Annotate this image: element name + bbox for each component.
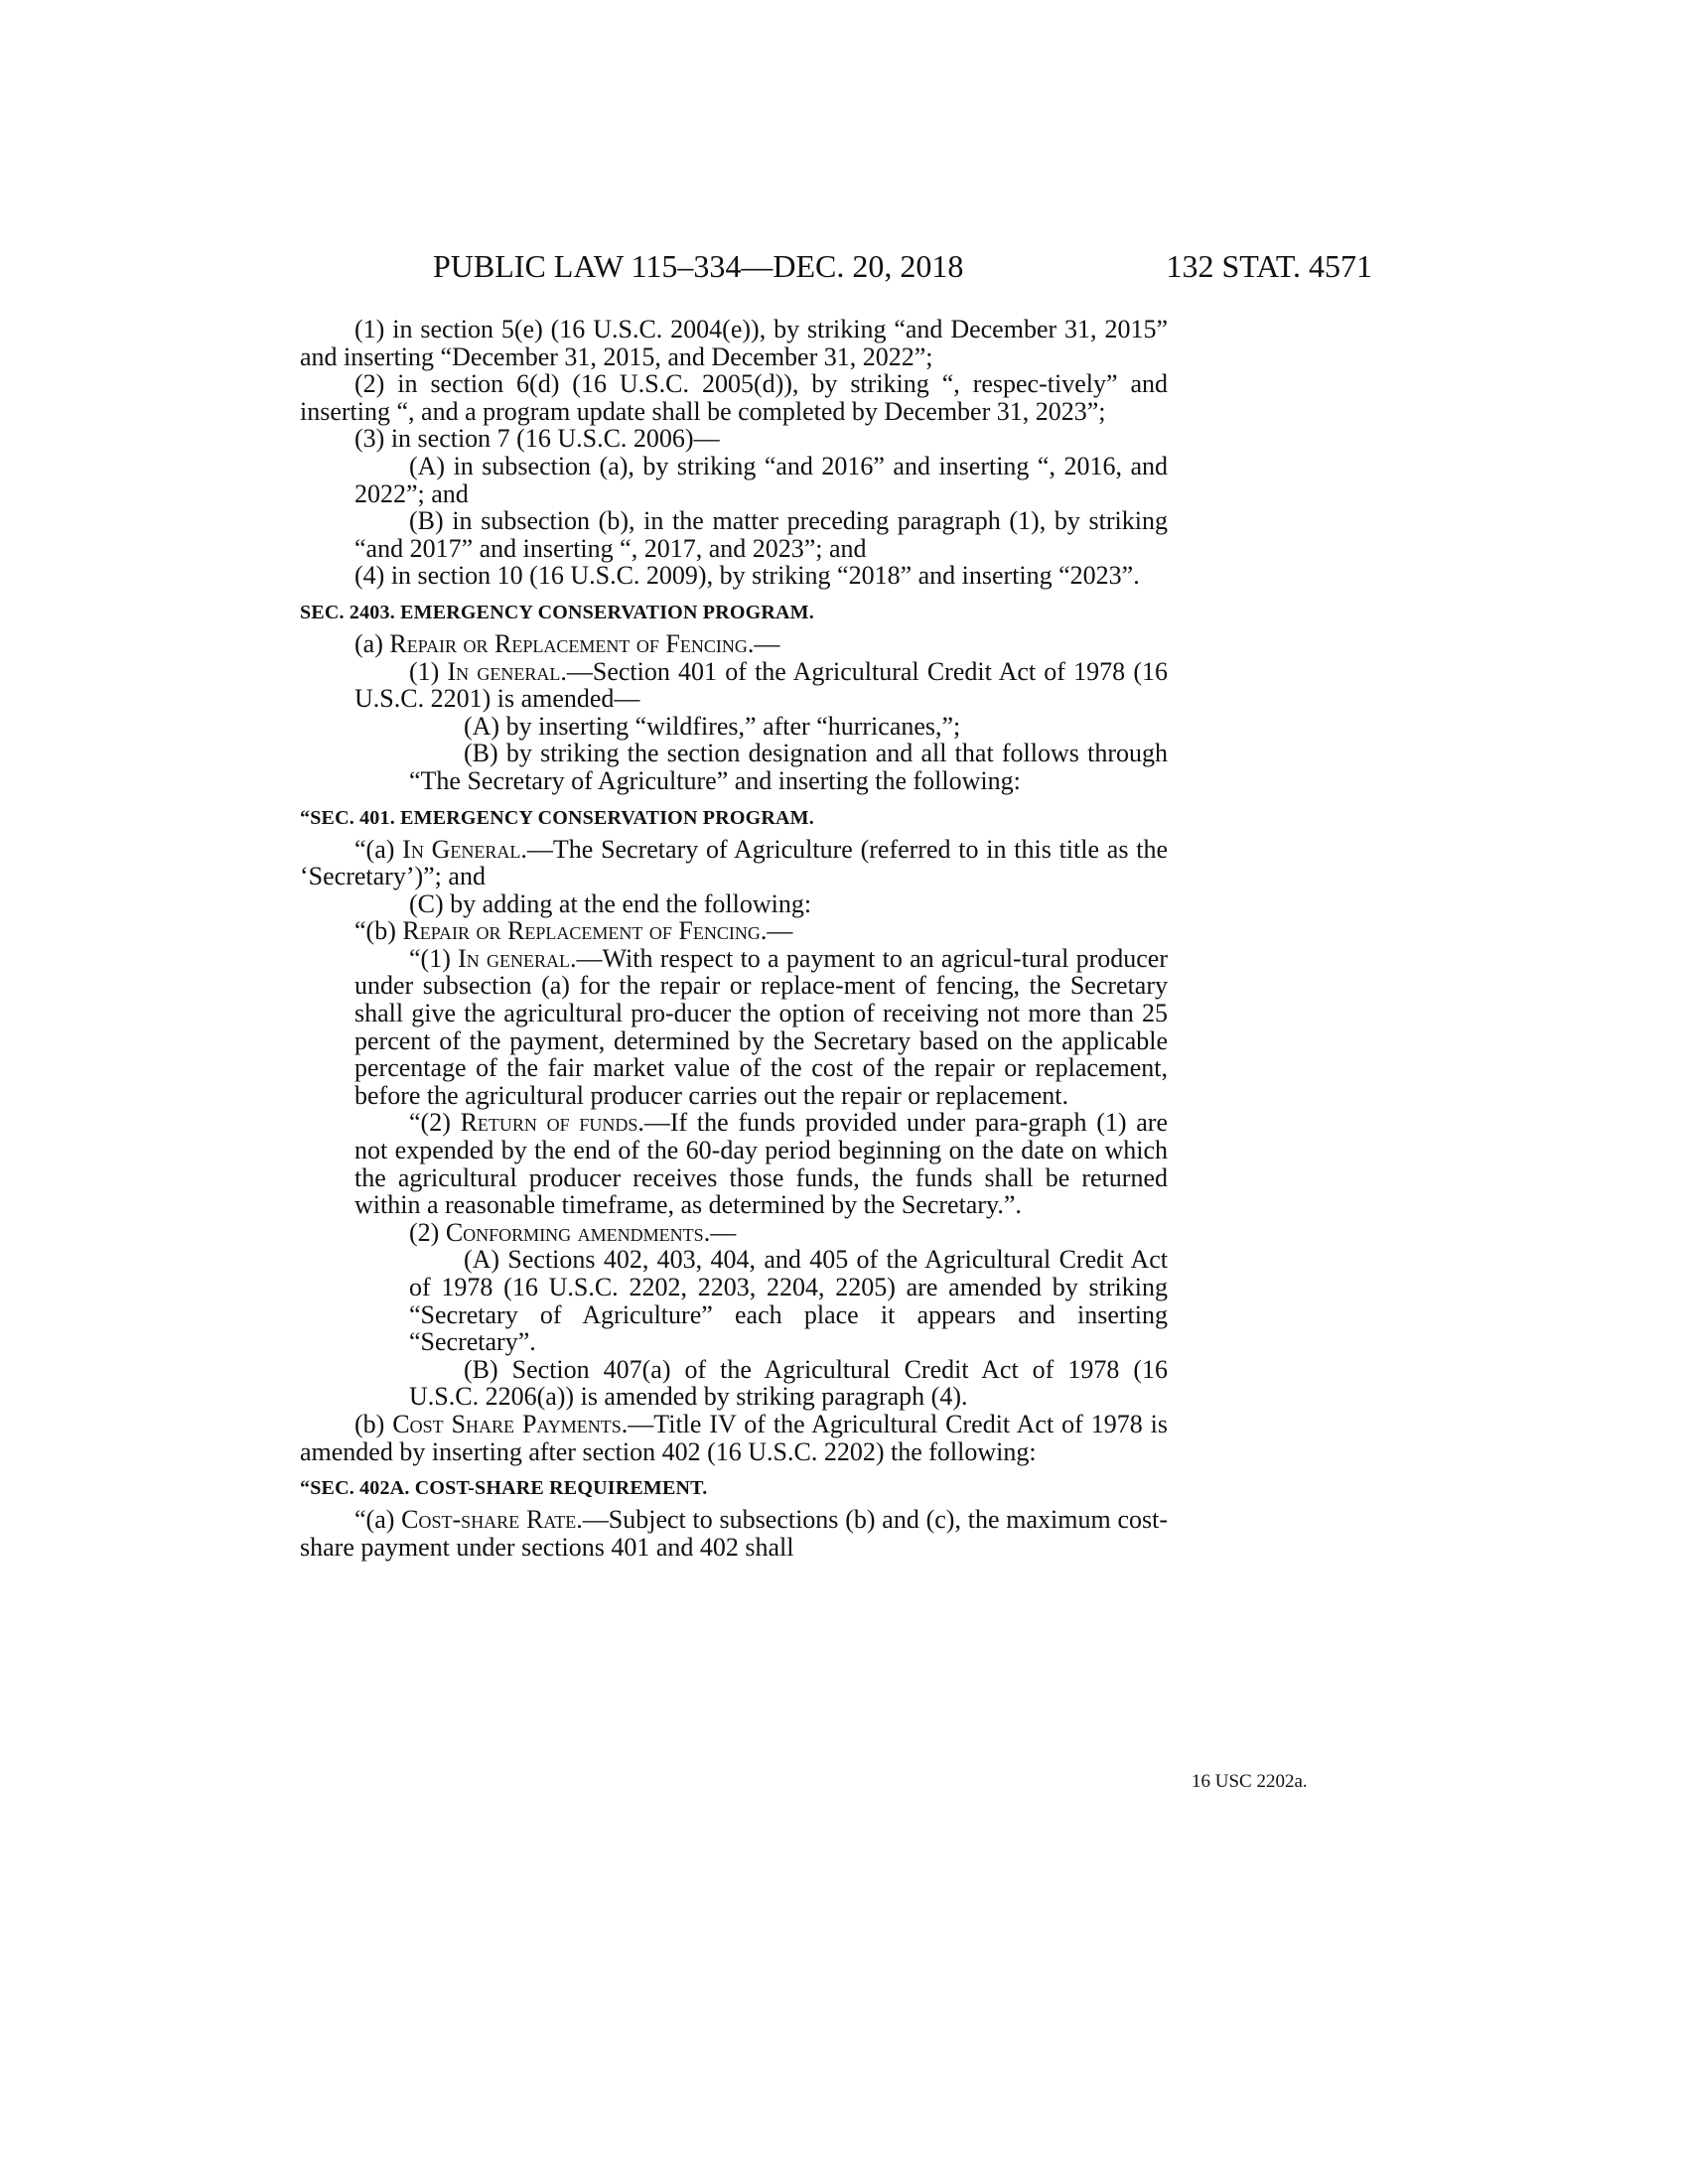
subsection-a-heading: Repair or Replacement of Fencing — [389, 628, 748, 658]
paragraph-3b: (B) in subsection (b), in the matter preceding paragraph (1), by striking “and 2017” and inserting “, 2017, and 2023”; and — [354, 506, 1168, 563]
quoted-subsection-a-tail: .—The Secretary of Agriculture (referred to in this title as the ‘Secretary’)”; and — [300, 834, 1168, 891]
paragraph-a1A: (A) by inserting “wildfires,” after “hurricanes,”; — [464, 711, 961, 741]
quoted-paragraph-b2-tail: .—If the funds provided under para-graph (1) are not expended by the end of the 60-day period beginning on the date on which the agricultural producer receives those funds, the funds shall be returned within a reasonable timeframe, as determined by the Secretary.”. — [354, 1108, 1168, 1220]
subsection-a — [300, 630, 1168, 658]
subsection-a-tail: .— — [747, 628, 780, 658]
quoted-paragraph-b2 — [300, 1109, 1168, 1218]
paragraph-3a: (A) in subsection (a), by striking “and 2016” and inserting “, 2016, and 2022”; and — [354, 451, 1168, 508]
subsection-b-tail: .—Title IV of the Agricultural Credit Act of 1978 is amended by inserting after section 402 (16 U.S.C. 2202) the following: — [300, 1409, 1168, 1466]
subsection-b-heading: Cost Share Payments — [392, 1409, 622, 1438]
paragraph-a2-heading: Conforming amendments — [445, 1217, 704, 1247]
quoted-subsection-402a-a-heading: Cost-share Rate — [401, 1505, 577, 1535]
quoted-subsection-a-heading: In General — [402, 834, 521, 864]
page-body — [300, 316, 1168, 1561]
section-heading-2403: SEC. 2403. EMERGENCY CONSERVATION PROGRAM. — [300, 601, 814, 623]
running-head: PUBLIC LAW 115–334—DEC. 20, 2018 — [433, 248, 964, 284]
quoted-subsection-b-lead: “(b) — [354, 916, 403, 946]
section-heading-402a: “SEC. 402A. COST-SHARE REQUIREMENT. — [300, 1477, 708, 1500]
quoted-subsection-b — [300, 917, 1168, 945]
quoted-paragraph-b2-heading: Return of funds — [460, 1108, 638, 1138]
paragraph-4: (4) in section 10 (16 U.S.C. 2009), by striking “2018” and inserting “2023”. — [354, 561, 1140, 591]
subsection-b — [300, 1411, 1168, 1465]
quoted-paragraph-b1-heading: In general — [458, 943, 571, 973]
paragraph-a2B: (B) Section 407(a) of the Agricultural Credit Act of 1978 (16 U.S.C. 2206(a)) is amended by striking paragraph (4). — [409, 1354, 1168, 1412]
paragraph-a1-lead: (1) — [409, 656, 448, 686]
quoted-paragraph-b1 — [300, 945, 1168, 1110]
quoted-subsection-402a-a — [300, 1506, 1168, 1561]
paragraph-3: (3) in section 7 (16 U.S.C. 2006)— — [354, 424, 720, 454]
quoted-paragraph-b1-tail: .—With respect to a payment to an agricul-tural producer under subsection (a) for the repair or replace-ment of fencing, the Secretary shall give the agricultural pro-ducer the option of receiving not more than 25 percent of the payment, determined by the Secretary based on the applicable percentage of the fair market value of the cost of the repair or replacement, before the agricultural producer carries out the repair or replacement. — [354, 943, 1168, 1110]
stat-page-number: 132 STAT. 4571 — [1166, 248, 1372, 284]
quoted-subsection-402a-a-tail: .—Subject to subsections (b) and (c), the maximum cost-share payment under sections 401 and 402 shall — [300, 1505, 1168, 1562]
subsection-a-lead: (a) — [354, 628, 390, 658]
paragraph-1: (1) in section 5(e) (16 U.S.C. 2004(e)), by striking “and December 31, 2015” and inserting “December 31, 2015, and December 31, 2022”; — [300, 315, 1168, 371]
quoted-paragraph-b1-lead: “(1) — [409, 943, 459, 973]
paragraph-a2-tail: .— — [703, 1217, 737, 1247]
paragraph-a2A: (A) Sections 402, 403, 404, and 405 of the Agricultural Credit Act of 1978 (16 U.S.C. 2202, 2203, 2204, 2205) are amended by striking “Secretary of Agriculture” each place it appears and inserting “Secretary”. — [409, 1245, 1168, 1357]
paragraph-a1C: (C) by adding at the end the following: — [409, 888, 812, 918]
subsection-b-lead: (b) — [354, 1409, 393, 1438]
quoted-subsection-b-heading: Repair or Replacement of Fencing — [402, 916, 761, 946]
page-header — [433, 246, 1372, 286]
paragraph-a1 — [300, 658, 1168, 713]
paragraph-a1-tail: .—Section 401 of the Agricultural Credit Act of 1978 (16 U.S.C. 2201) is amended— — [354, 656, 1168, 714]
paragraph-a2-lead: (2) — [409, 1217, 446, 1247]
section-heading-401: “SEC. 401. EMERGENCY CONSERVATION PROGRAM. — [300, 806, 814, 829]
margin-citation-note: 16 USC 2202a. — [1192, 1771, 1308, 1792]
paragraph-a1B: (B) by striking the section designation and all that follows through “The Secretary of Agriculture” and inserting the following: — [409, 739, 1168, 795]
quoted-paragraph-b2-lead: “(2) — [409, 1108, 461, 1138]
paragraph-2: (2) in section 6(d) (16 U.S.C. 2005(d)), by striking “, respec-tively” and inserting “, and a program update shall be completed by December 31, 2023”; — [300, 369, 1168, 426]
quoted-subsection-a-lead: “(a) — [354, 834, 403, 864]
quoted-subsection-402a-a-lead: “(a) — [354, 1505, 402, 1535]
quoted-subsection-a — [300, 836, 1168, 890]
quoted-subsection-b-tail: .— — [760, 916, 793, 946]
paragraph-a1-heading: In general — [447, 656, 561, 686]
paragraph-a2 — [300, 1219, 1168, 1247]
